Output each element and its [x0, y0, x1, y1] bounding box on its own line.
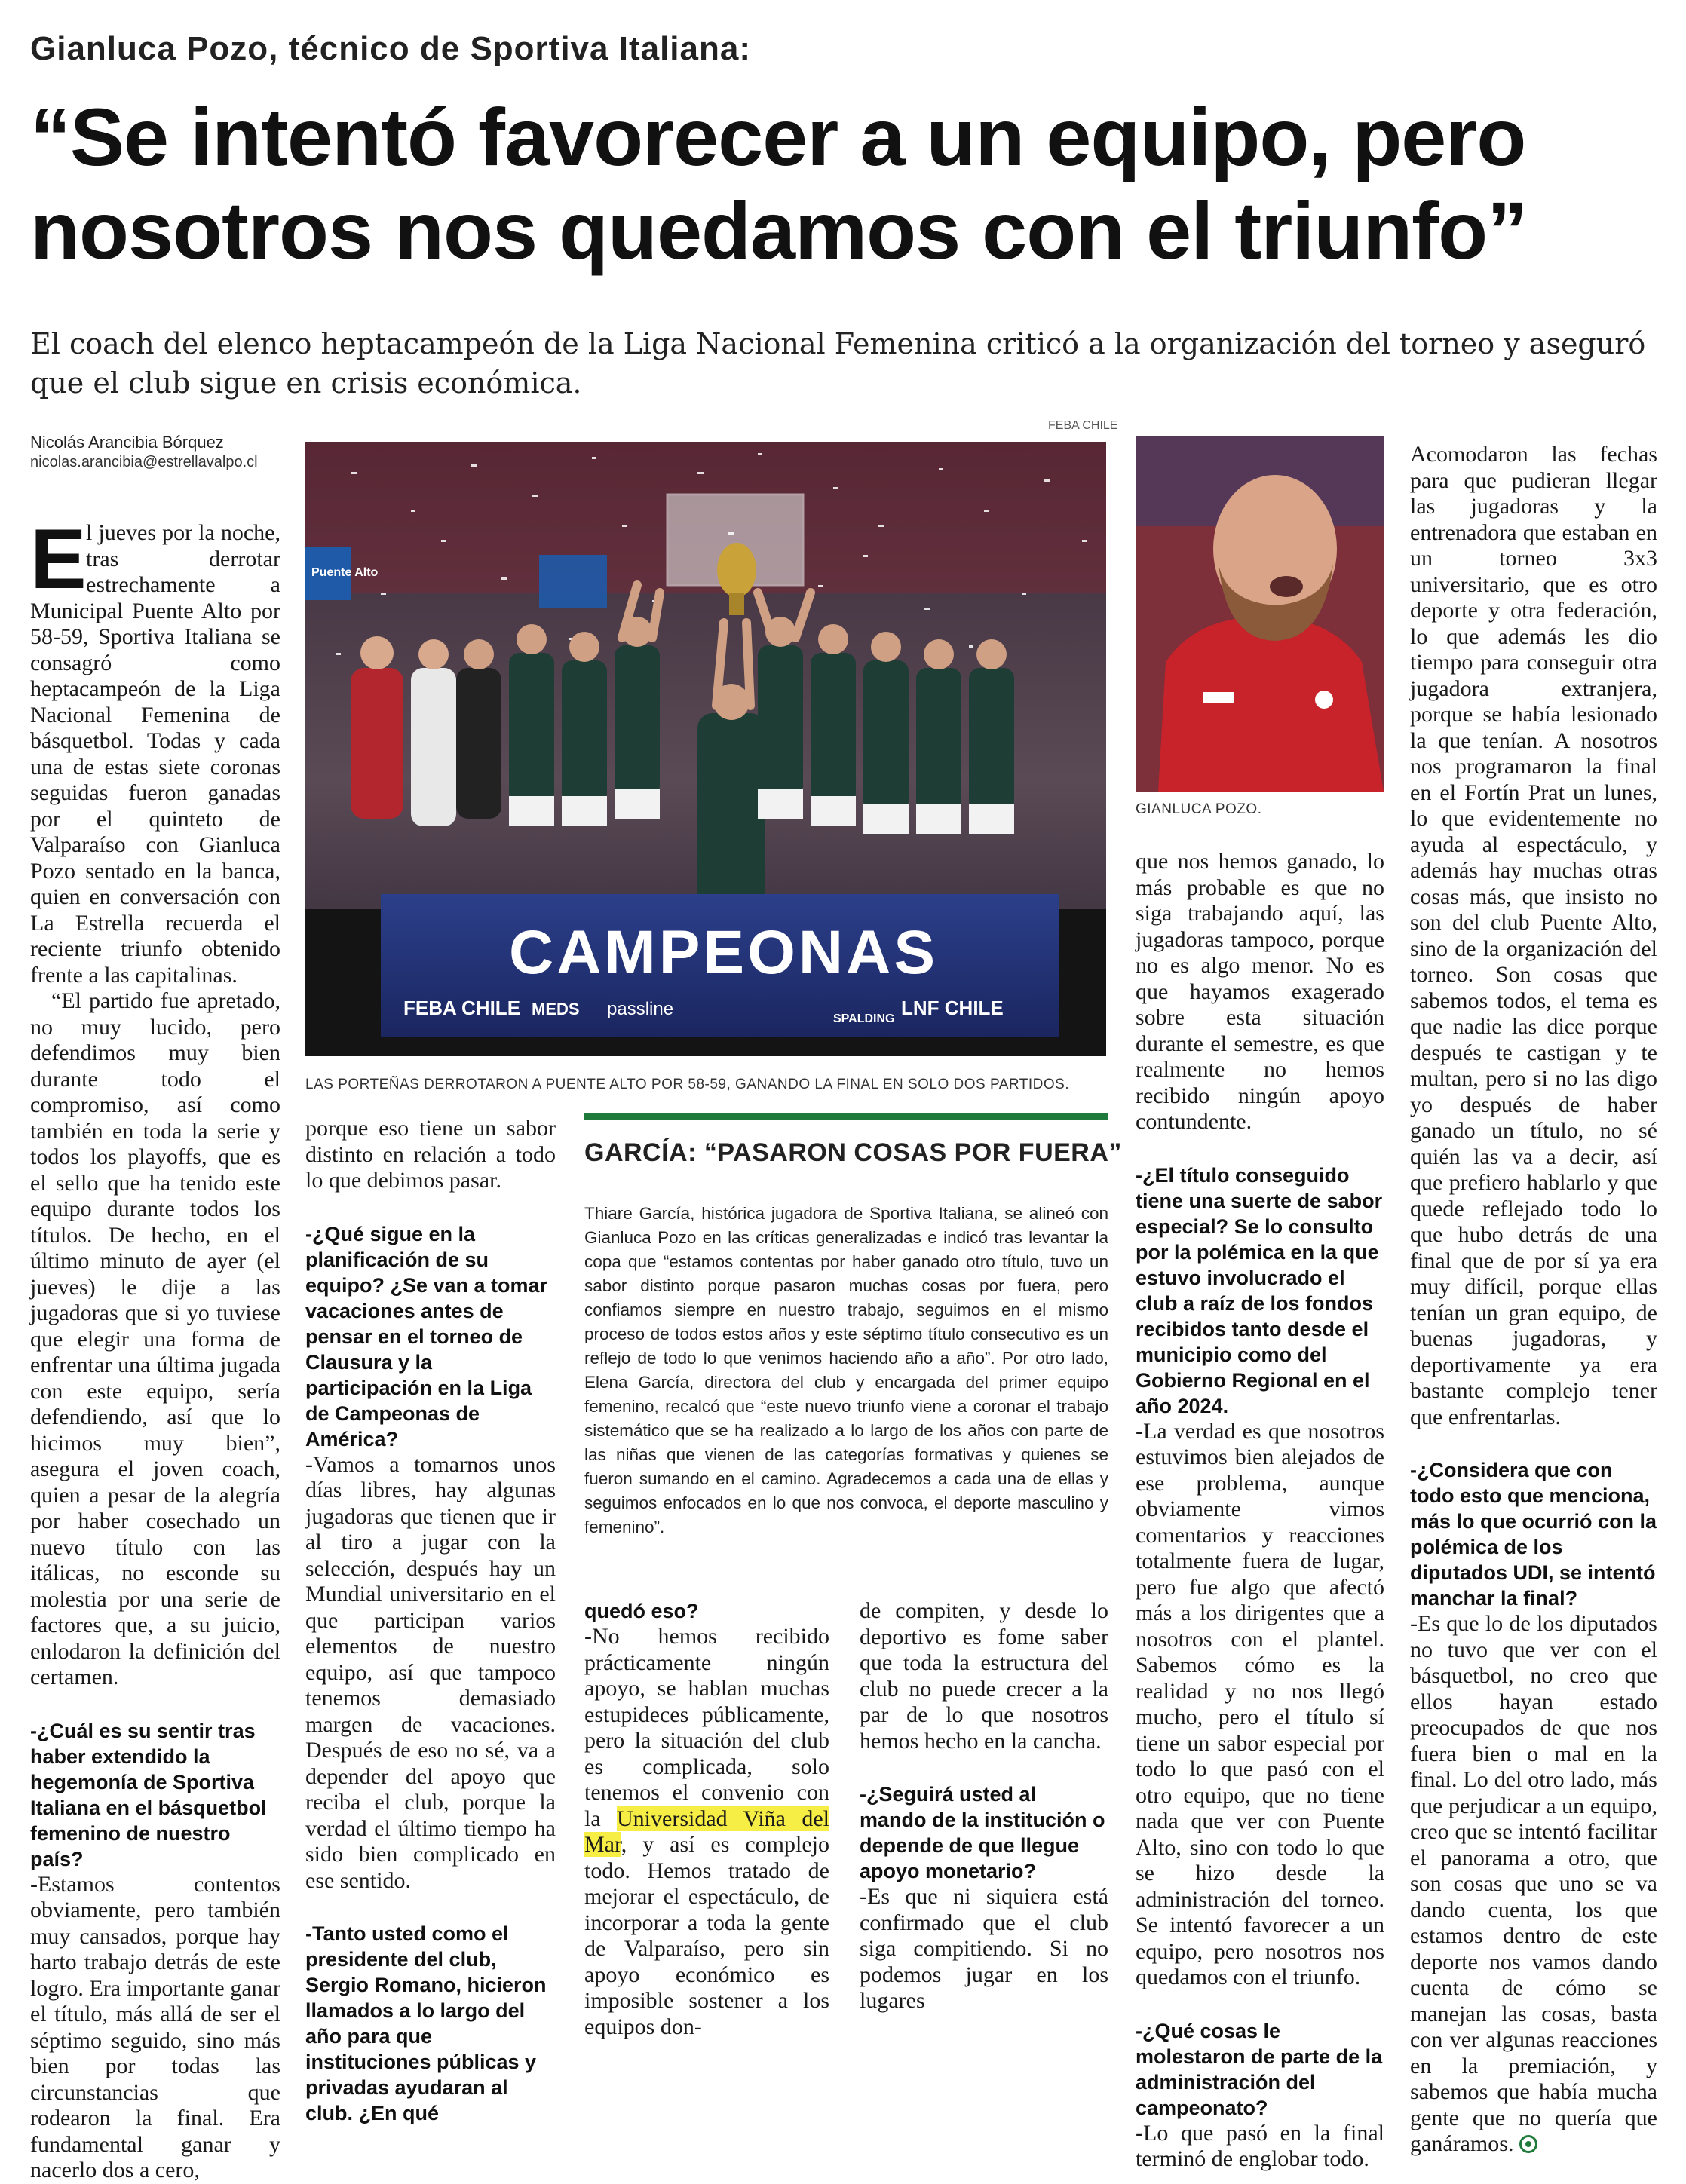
column-4: [860, 1598, 1108, 2014]
main-photo: [305, 442, 1106, 1056]
sidebar-rule: [584, 1113, 1108, 1120]
question: -¿Cuál es su sentir tras haber extendido la hegemonía de Sportiva Italiana en el básquetbol femenino de nuestro país?: [30, 1719, 267, 1870]
answer: -Es que lo de los diputados no tuvo que ver con el básquetbol, no creo que ellos hayan estado preocupados de que nos fuera bien o mal en la final. Lo del otro lado, más que perjudicar a un equipo, creo que se intentó facilitar el panorama a otro, que son cosas que uno se va dando cuenta, los que estamos dentro de este deporte nos vamos dando cuenta de cómo se manejan las cosas, basta con ver algunas reacciones en la premiación, y sabemos que había mucha gente que no quería que ganáramos.: [1410, 1611, 1657, 2156]
brand-lnf: LNF CHILE: [901, 997, 1004, 1019]
answer: -Lo que pasó en la final terminó de englobar todo.: [1136, 2120, 1384, 2171]
celebration-illustration: [305, 442, 1106, 1056]
brand-feba: FEBA CHILE: [403, 997, 521, 1019]
column-5: [1136, 849, 1384, 2173]
kicker: Gianluca Pozo, técnico de Sportiva Italiana:: [30, 30, 751, 67]
sponsor-spalding: SPALDING: [833, 1012, 895, 1025]
answer: -La verdad es que nosotros estuvimos bien alejados de ese problema, aunque obviamente vimos comentarios y reacciones totalmente fuera de lugar, pero fue algo que afectó más a los dirigentes que a nosotros con el plantel. Sabemos cómo es la realidad y no nos llegó mucho, pero el título sí tiene un sabor especial por todo lo que pasó con el otro equipo, que no tiene nada que ver con Puente Alto, sino con todo lo que se hizo desde la administración del torneo. Se intentó favorecer a un equipo, pero nosotros nos quedamos con el triunfo.: [1136, 1418, 1384, 1989]
portrait-photo: [1136, 436, 1384, 792]
coach-portrait: [1136, 436, 1384, 792]
dek: El coach del elenco heptacampeón de la Liga Nacional Femenina criticó a la organización del torneo y aseguró que el club sigue en crisis económica.: [30, 327, 1646, 400]
question: -¿El título conseguido tiene una suerte de sabor especial? Se lo consulto por la polémica en la que estuvo involucrado el club a raíz de los fondos recibidos tanto desde el municipio como del Gobierno Regional en el año 2024.: [1136, 1163, 1383, 1417]
sidebar-title: GARCÍA: “PASARON COSAS POR FUERA”: [584, 1138, 1122, 1167]
portrait-caption: GIANLUCA POZO.: [1136, 801, 1262, 817]
question: -¿Considera que con todo esto que menciona, más lo que ocurrió con la polémica de los diputados UDI, se intentó manchar la final?: [1410, 1459, 1657, 1610]
end-mark-icon: [1519, 2135, 1537, 2153]
column-2: [305, 1116, 556, 2126]
answer: -No hemos recibido prácticamente ningún apoyo, se hablan muchas estupideces públicamente, pero la situación del club es complicada, solo tenemos el convenio con la Universidad Viña del Mar, y así es complejo todo. Hemos tratado de mejorar el espectáculo, de incorporar a toda la gente de Valparaíso, pero sin apoyo económico es imposible sostener a los equipos don-: [584, 1624, 829, 2039]
banner-campeonas: CAMPEONAS: [509, 918, 939, 987]
paragraph: l jueves por la noche, tras derrotar estrechamente a Municipal Puente Alto por 58-59, Sportiva Italiana se consagró como heptacampeón de la Liga Nacional Femenina de básquetbol. Todas y cada una de estas siete coronas seguidas fueron ganadas por el quinteto de Valparaíso con Gianluca Pozo sentado en la banca, quien en conversación con La Estrella recuerda el reciente triunfo obtenido frente a las capitalinas.: [30, 520, 280, 988]
sidebar-body: Thiare García, histórica jugadora de Sportiva Italiana, se alineó con Gianluca Pozo en las críticas generalizadas e indicó tras levantar la copa que “estamos contentas por haber ganado otro título, tuvo un sabor distinto porque pasaron muchas cosas por fuera, pero confiamos siempre en nuestro trabajo, seguimos en el mismo proceso de todos estos años y este séptimo título consecutivo es un reflejo de todo lo que venimos haciendo año a año”. Por otro lado, Elena García, directora del club y encargada del primer equipo femenino, recalcó que “este nuevo triunfo viene a coronar el trabajo sistemático que se ha realizado a lo largo de los años con parte de las niñas que vienen de las categorías formativas y quienes se fueron sumando en el camino. Agradecemos a cada una de ellas y seguimos enfocados en lo que nos convoca, el deporte masculino y femenino”.: [584, 1204, 1108, 1536]
paragraph: porque eso tiene un sabor distinto en relación a todo lo que debimos pasar.: [305, 1116, 556, 1193]
answer: -Vamos a tomarnos unos días libres, hay algunas jugadoras que tienen que ir al tiro a jugar con la selección, después hay un Mundial universitario en el que participan varios elementos de nuestro equipo, así que tampoco tenemos demasiado margen de vacaciones. Después de eso no sé, va a depender del apoyo que reciba el club, porque la verdad el último tiempo ha sido bien complicado en ese sentido.: [305, 1451, 556, 1893]
paragraph: “El partido fue apretado, no muy lucido, pero defendimos muy bien durante todo el compromiso, así como también en toda la serie y todos los playoffs, que es el sello que ha tenido este equipo durante todos los títulos. De hecho, en el último minuto de ayer (el jueves) le dije a las jugadoras que si yo tuviese que elegir una forma de enfrentar una última jugada con este equipo, sería defendiendo, así que lo hicimos muy bien”, asegura el joven coach, quien a pesar de la alegría por haber cosechado un nuevo título con las itálicas, no esconde su molestia por una serie de factores que, a su juicio, enlodaron la definición del certamen.: [30, 988, 280, 1689]
venue-sign: Puente Alto: [311, 566, 379, 579]
highlighted-text: Universidad Viña del Mar: [584, 1806, 829, 1857]
headline: “Se intentó favorecer a un equipo, pero nosotros nos quedamos con el triunfo”: [30, 91, 1528, 276]
byline-email[interactable]: nicolas.arancibia@estrellavalpo.cl: [30, 454, 258, 470]
column-6: [1410, 442, 1657, 2158]
question: -Tanto usted como el presidente del club, Sergio Romano, hicieron llamados a lo largo del año para que instituciones públicas y privadas ayudaran al club. ¿En qué: [305, 1922, 547, 2124]
answer: -Es que ni siquiera está confirmado que el club siga compitiendo. Si no podemos jugar en los lugares: [860, 1884, 1108, 2013]
answer: -Estamos contentos obviamente, pero también muy cansados, porque hay harto trabajo detrás de este logro. Era importante ganar el título, más allá de ser el séptimo seguido, sino más bien por todas las circunstancias que rodearon la final. Era fundamental ganar y nacerlo dos a cero,: [30, 1871, 280, 2182]
column-3: [584, 1598, 829, 2040]
sponsor-passline: passline: [607, 999, 674, 1019]
question: -¿Qué sigue en la planificación de su equipo? ¿Se van a tomar vacaciones antes de pensar en el torneo de Clausura y la participación en la Liga de Campeonas de América?: [305, 1222, 548, 1450]
answer-continued: que nos hemos ganado, lo más probable es que no siga trabajando aquí, las jugadoras tampoco, porque no es algo menor. No es que hayamos exagerado sobre esta situación durante el semestre, es que realmente no hemos recibido ningún apoyo contundente.: [1136, 849, 1384, 1134]
dropcap: E: [30, 512, 87, 606]
photo-credit: FEBA CHILE: [1048, 419, 1118, 432]
question: -¿Qué cosas le molestaron de parte de la administración del campeonato?: [1136, 2019, 1383, 2119]
answer-continued: de compiten, y desde lo deportivo es fome saber que toda la estructura del club no puede crecer a la par de lo que nosotros hemos hecho en la cancha.: [860, 1598, 1108, 1754]
byline-name: Nicolás Arancibia Bórquez: [30, 433, 224, 452]
answer-continued: Acomodaron las fechas para que pudieran llegar las jugadoras y la entrenadora que estaban en un torneo 3x3 universitario, que es otro deporte y otra federación, lo que además les dio tiempo para conseguir otra jugadora extranjera, porque se había lesionado la que tenían. A nosotros nos programaron la final en el Fortín Prat un lunes, lo que evidentemente no ayuda al espectáculo, y además hay muchas otras cosas más, que insisto no son del club Puente Alto, sino de la organización del torneo. Son cosas que sabemos todos, el tema es que nadie las dice porque después te castigan y te multan, pero si no las digo yo después de haber ganado un título, no sé quién las va a decir, así que prefiero hablarlo y que quede reflejado todo lo que hubo detrás de una final que de por sí ya era muy difícil, porque ellas tenían un gran equipo, de buenas jugadoras, y deportivamente ya era bastante complejo tener que enfrentarlas.: [1410, 442, 1657, 1429]
column-1: [30, 512, 280, 2184]
main-photo-caption: LAS PORTEÑAS DERROTARON A PUENTE ALTO POR 58-59, GANANDO LA FINAL EN SOLO DOS PARTIDOS.: [305, 1077, 1070, 1092]
sponsor-meds: MEDS: [532, 1000, 580, 1018]
question: -¿Seguirá usted al mando de la institución o depende de que llegue apoyo monetario?: [860, 1783, 1105, 1882]
question-tail: quedó eso?: [584, 1600, 699, 1622]
